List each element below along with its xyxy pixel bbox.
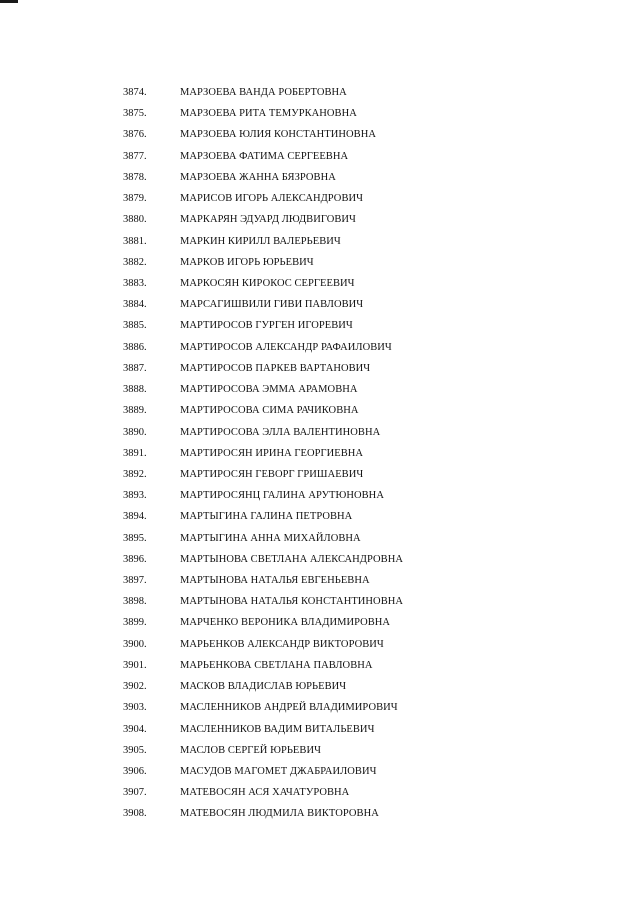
entry-number: 3893. <box>123 490 147 502</box>
entry-name: МАСЛОВ СЕРГЕЙ ЮРЬЕВИЧ <box>180 744 321 756</box>
list-item <box>0 167 640 188</box>
entry-name: МАРЗОЕВА ЖАННА БЯЗРОВНА <box>180 171 336 183</box>
entry-name: МАРТИРОСОВА ЭММА АРАМОВНА <box>180 384 358 396</box>
list-item <box>0 549 640 570</box>
list-item <box>0 400 640 421</box>
entry-number: 3880. <box>123 214 147 226</box>
entry-number: 3889. <box>123 405 147 417</box>
entry-number: 3890. <box>123 426 147 438</box>
list-item <box>0 209 640 230</box>
list-item <box>0 273 640 294</box>
entry-name: МАРТИРОСЯН ИРИНА ГЕОРГИЕВНА <box>180 447 364 459</box>
entry-number: 3908. <box>123 808 147 820</box>
list-item <box>0 422 640 443</box>
list-item <box>0 740 640 761</box>
entry-name: МАРТИРОСОВ ГУРГЕН ИГОРЕВИЧ <box>180 320 353 332</box>
entry-name: МАРТИРОСОВ ПАРКЕВ ВАРТАНОВИЧ <box>180 362 371 374</box>
entry-name: МАРТЫГИНА ГАЛИНА ПЕТРОВНА <box>180 511 353 523</box>
entry-number: 3879. <box>123 193 147 205</box>
entry-number: 3881. <box>123 235 147 247</box>
entry-name: МАРКОСЯН КИРОКОС СЕРГЕЕВИЧ <box>180 277 355 289</box>
entry-number: 3894. <box>123 511 147 523</box>
entry-number: 3906. <box>123 766 147 777</box>
list-item <box>0 252 640 273</box>
entry-number: 3882. <box>123 256 147 268</box>
list-item <box>0 103 640 124</box>
list-item <box>0 443 640 464</box>
entry-name: МАРКАРЯН ЭДУАРД ЛЮДВИГОВИЧ <box>180 214 356 226</box>
entry-name: МАРТЫНОВА СВЕТЛАНА АЛЕКСАНДРОВНА <box>180 553 403 565</box>
entry-name: МАРКОВ ИГОРЬ ЮРЬЕВИЧ <box>180 256 314 268</box>
list-item <box>0 719 640 740</box>
entry-name: МАСЛЕННИКОВ АНДРЕЙ ВЛАДИМИРОВИЧ <box>180 702 398 714</box>
entry-number: 3886. <box>123 341 147 353</box>
entry-name: МАТЕВОСЯН ЛЮДМИЛА ВИКТОРОВНА <box>180 808 379 820</box>
entry-number: 3907. <box>123 787 147 799</box>
entry-name: МАРТЫНОВА НАТАЛЬЯ КОНСТАНТИНОВНА <box>180 596 404 608</box>
entry-number: 3900. <box>123 638 147 650</box>
entry-number: 3892. <box>123 468 147 480</box>
list-item <box>0 761 640 782</box>
entry-name: МАРТИРОСОВА ЭЛЛА ВАЛЕНТИНОВНА <box>180 426 381 438</box>
entry-name: МАРЗОЕВА ЮЛИЯ КОНСТАНТИНОВНА <box>180 129 376 141</box>
list-item <box>0 506 640 527</box>
entry-number: 3903. <box>123 702 147 714</box>
entry-name: МАРИСОВ ИГОРЬ АЛЕКСАНДРОВИЧ <box>180 193 364 205</box>
list-item <box>0 485 640 506</box>
entry-number: 3883. <box>123 277 147 289</box>
entry-name: МАРТЫНОВА НАТАЛЬЯ ЕВГЕНЬЕВНА <box>180 575 370 587</box>
entry-number: 3888. <box>123 384 147 396</box>
entry-name: МАРКИН КИРИЛЛ ВАЛЕРЬЕВИЧ <box>180 235 341 247</box>
list-item <box>0 591 640 612</box>
entry-name: МАРТИРОСОВА СИМА РАЧИКОВНА <box>180 405 359 417</box>
list-item <box>0 803 640 824</box>
list-item <box>0 528 640 549</box>
entry-name: МАРЗОЕВА ФАТИМА СЕРГЕЕВНА <box>180 150 349 162</box>
entry-number: 3875. <box>123 108 147 120</box>
entry-number: 3887. <box>123 362 147 374</box>
list-item <box>0 379 640 400</box>
list-item <box>0 697 640 718</box>
entry-number: 3895. <box>123 532 147 544</box>
list-item <box>0 612 640 633</box>
entry-name: МАРЗОЕВА РИТА ТЕМУРКАНОВНА <box>180 108 357 120</box>
entry-number: 3876. <box>123 129 147 141</box>
entry-name: МАРЬЕНКОВА СВЕТЛАНА ПАВЛОВНА <box>180 659 373 671</box>
entry-number: 3897. <box>123 575 147 587</box>
entry-name: МАСУДОВ МАГОМЕТ ДЖАБРАИЛОВИЧ <box>180 766 377 777</box>
entry-name: МАРТИРОСЯН ГЕВОРГ ГРИШАЕВИЧ <box>180 468 364 480</box>
entry-name: МАРТИРОСОВ АЛЕКСАНДР РАФАИЛОВИЧ <box>180 341 392 353</box>
entry-name: МАРЬЕНКОВ АЛЕКСАНДР ВИКТОРОВИЧ <box>180 638 384 650</box>
entry-name: МАРСАГИШВИЛИ ГИВИ ПАВЛОВИЧ <box>180 299 364 311</box>
entry-number: 3898. <box>123 596 147 608</box>
list-item <box>0 337 640 358</box>
list-item <box>0 146 640 167</box>
list-item <box>0 294 640 315</box>
scan-corner-mark <box>0 0 18 3</box>
list-item <box>0 82 640 103</box>
list-item <box>0 315 640 336</box>
list-item <box>0 358 640 379</box>
entry-number: 3896. <box>123 553 147 565</box>
list-item <box>0 676 640 697</box>
entry-number: 3891. <box>123 447 147 459</box>
list-item <box>0 188 640 209</box>
entry-number: 3877. <box>123 150 147 162</box>
entry-name: МАРТЫГИНА АННА МИХАЙЛОВНА <box>180 532 361 544</box>
list-item <box>0 634 640 655</box>
list-item <box>0 464 640 485</box>
entry-name: МАТЕВОСЯН АСЯ ХАЧАТУРОВНА <box>180 787 350 799</box>
list-item <box>0 655 640 676</box>
entry-number: 3905. <box>123 744 147 756</box>
entry-number: 3885. <box>123 320 147 332</box>
entry-number: 3878. <box>123 171 147 183</box>
entry-name: МАСКОВ ВЛАДИСЛАВ ЮРЬЕВИЧ <box>180 681 347 693</box>
entry-name: МАСЛЕННИКОВ ВАДИМ ВИТАЛЬЕВИЧ <box>180 723 375 735</box>
entry-number: 3884. <box>123 299 147 311</box>
entry-number: 3901. <box>123 659 147 671</box>
entry-number: 3904. <box>123 723 147 735</box>
list-item <box>0 124 640 145</box>
entry-number: 3902. <box>123 681 147 693</box>
entry-name: МАРЗОЕВА ВАНДА РОБЕРТОВНА <box>180 87 347 98</box>
entry-name: МАРТИРОСЯНЦ ГАЛИНА АРУТЮНОВНА <box>180 490 384 502</box>
entry-name: МАРЧЕНКО ВЕРОНИКА ВЛАДИМИРОВНА <box>180 617 391 629</box>
entry-number: 3899. <box>123 617 147 629</box>
name-list <box>0 82 640 825</box>
list-item <box>0 570 640 591</box>
list-item <box>0 231 640 252</box>
entry-number: 3874. <box>123 87 147 98</box>
list-item <box>0 782 640 803</box>
